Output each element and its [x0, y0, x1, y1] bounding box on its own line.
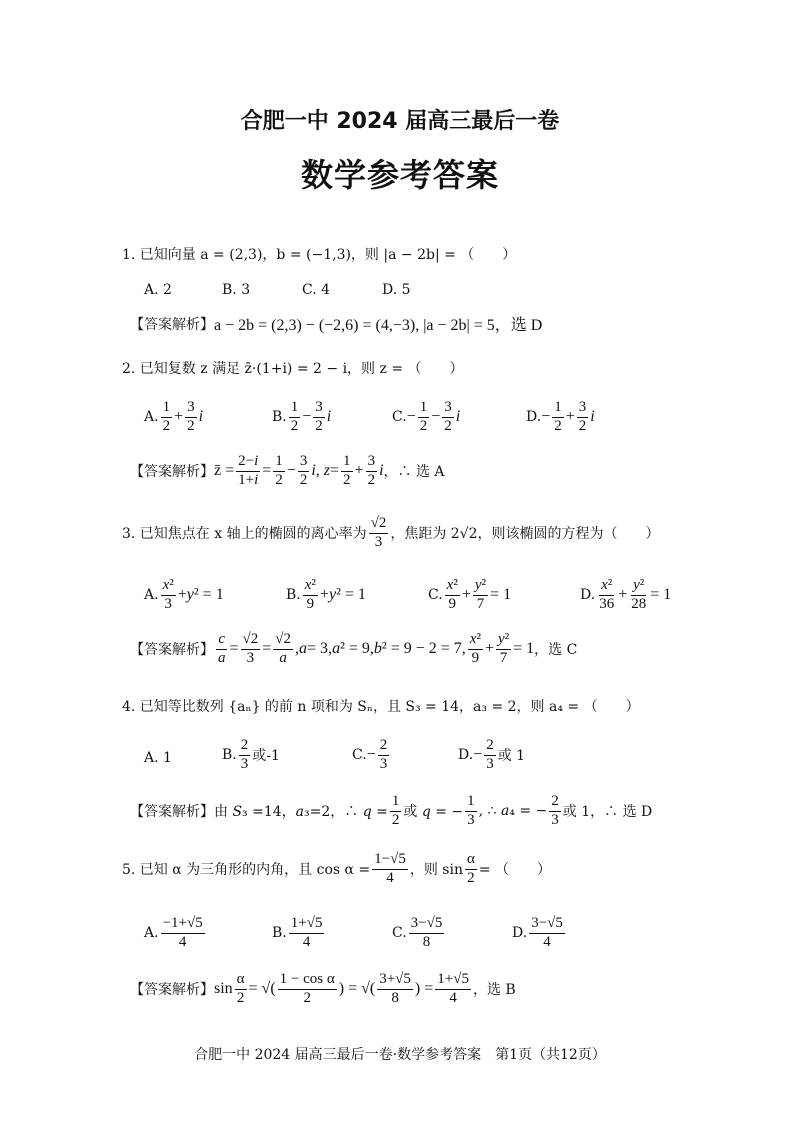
fraction: $\frac{3}{2}$: [187, 399, 195, 434]
q5-option-a: A. $\frac{-1+√5}{4}$: [144, 915, 203, 950]
q1-stem-text: 1. 已知向量 a = (2,3)，b = (−1,3)，则 |a − 2b| = （ ）: [122, 247, 517, 263]
page-title: 数学参考答案: [300, 156, 499, 194]
q1-answer: [130, 312, 542, 335]
q3-answer: 【答案解析】 $\frac{c}{a}$ = $\frac{√2}{3}$ = $\frac{√2}{a}$ , a = 3, a ² = 9, b ² = 9 − 2 = 7, $\frac{\text{x²}}{9}$ + $\frac{\text{y²}}{7}$ = 1 ，选 C: [130, 631, 578, 666]
q3-option-d: D. $\frac{\text{x²}}{36}$ + $\frac{\text{y²}}{28}$ = 1: [580, 577, 672, 612]
q4-option-b: B. $\frac{2}{3}$ 或-1: [222, 737, 280, 772]
q1-option-a: A. 2: [144, 282, 172, 298]
q3-option-a: A. $\frac{\text{x²}}{3}$ + y ² = 1: [144, 577, 224, 612]
q2-option-b-label: B.: [272, 409, 287, 426]
q3-stem-post: ，焦距为 2√2，则该椭圆的方程为（ ）: [390, 526, 660, 543]
q2-option-d: D. − $\frac{1}{2}$ + $\frac{3}{2}$ i: [526, 399, 595, 434]
q1-answer-label: 【答案解析】: [130, 316, 214, 333]
q4-stem: 4. 已知等比数列 {aₙ} 的前 n 项和为 Sₙ，且 S₃ = 14，a₃ = 2，则 a₄ = （ ）: [122, 699, 640, 715]
q2-answer: 【答案解析】 z̄ = $\frac{2-i}{1+i}$ = $\frac{1}{2}$ − $\frac{3}{2}$ i , z = $\frac{1}{2}$ + $\frac{3}{2}$ i ，∴ 选 A: [130, 453, 445, 488]
q3-stem-pre: 3. 已知焦点在 x 轴上的椭圆的离心率为: [122, 526, 367, 543]
q4-option-c: C. − $\frac{2}{3}$: [352, 737, 388, 772]
q1-option-d: D. 5: [382, 282, 411, 298]
page-footer: 合肥一中 2024 届高三最后一卷·数学参考答案 第1页（共12页）: [194, 1047, 606, 1063]
q5-option-c: C. $\frac{3-√5}{8}$: [392, 915, 443, 950]
q1-option-c: C. 4: [302, 282, 331, 298]
q2-option-b: B. $\frac{1}{2}$ − $\frac{3}{2}$ i: [272, 399, 332, 434]
exam-subtitle: 合肥一中 2024 届高三最后一卷: [240, 109, 560, 134]
q3-option-b: B. $\frac{\text{x²}}{9}$ + y ² = 1: [286, 577, 366, 612]
q2-option-a-label: A.: [144, 409, 159, 426]
q3-option-c: C. $\frac{\text{x²}}{9}$ + $\frac{\text{y²}}{7}$ = 1: [428, 577, 512, 612]
q1-stem: [122, 244, 516, 264]
q2-answer-tail: ，∴ 选 A: [383, 464, 445, 481]
q2-option-c: C. − $\frac{1}{2}$ − $\frac{3}{2}$ i: [392, 399, 461, 434]
q2-stem-text: 2. 已知复数 z 满足 z̄·(1+i) = 2 − i，则 z = （ ）: [122, 361, 464, 377]
q1-answer-text: a − 2b = (2,3) − (−2,6) = (4,−3), |a − 2b| = 5，选 D: [214, 317, 543, 334]
q5-option-d: D. $\frac{3-√5}{4}$: [512, 915, 563, 950]
q5-stem: 5. 已知 α 为三角形的内角，且 cos α = $\frac{1-√5}{4}$ ，则 sin $\frac{\alpha}{2}$ = （ ）: [122, 851, 552, 886]
q2-stem: [122, 358, 464, 378]
q2-option-c-label: C.: [392, 409, 407, 426]
q5-option-b: B. $\frac{1+√5}{4}$: [272, 915, 323, 950]
q2-answer-label: 【答案解析】: [130, 464, 214, 481]
q5-answer: 【答案解析】 sin $\frac{\alpha}{2}$ = √( $\frac{\text{1 − cos α}}{2}$ ) = √( $\frac{3+√5}{8}$ ) = $\frac{1+√5}{4}$ ，选 B: [130, 971, 516, 1006]
q2-option-d-label: D.: [526, 409, 542, 426]
fraction: $\frac{1}{2}$: [162, 399, 171, 434]
q4-answer: 【答案解析】 由 S₃ =14，a₃=2，∴ q = $\frac{1}{2}$ 或 q = − $\frac{1}{3}$ , ∴ a₄ = − $\frac{2}{3}$ 或 1 ，∴ 选 D: [130, 793, 653, 828]
q3-stem: 3. 已知焦点在 x 轴上的椭圆的离心率为 $\frac{√2}{3}$ ，焦距为 2√2，则该椭圆的方程为（ ）: [122, 515, 660, 550]
q4-option-d: D. − $\frac{2}{3}$ 或 1: [458, 737, 526, 772]
q4-option-a: A. 1: [144, 750, 172, 766]
q1-option-b: B. 3: [222, 282, 251, 298]
q2-option-a: A. $\frac{1}{2}$ + $\frac{3}{2}$ i: [144, 399, 204, 434]
